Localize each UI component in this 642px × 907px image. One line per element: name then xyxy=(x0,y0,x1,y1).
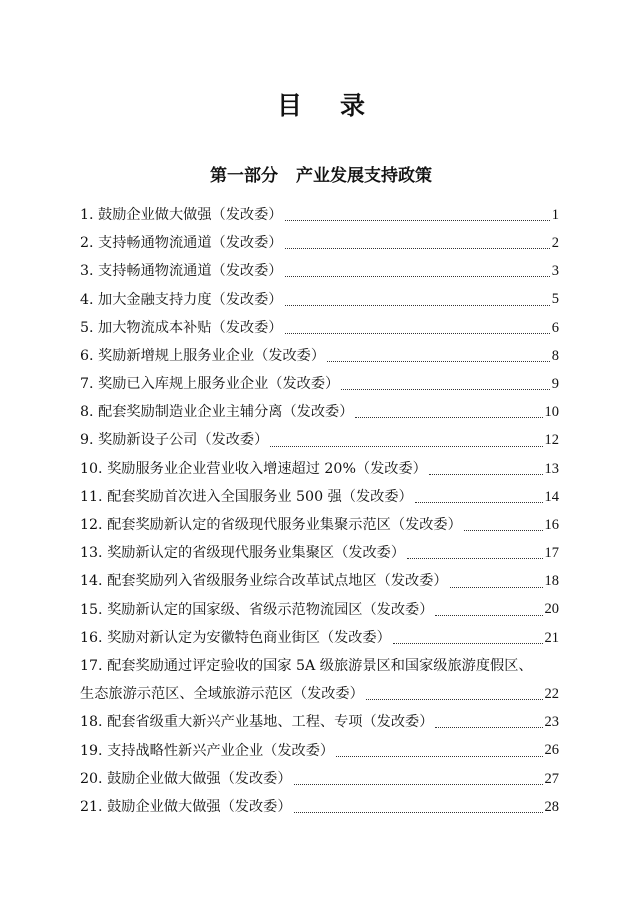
toc-entry-page-number: 27 xyxy=(544,770,559,787)
page-title xyxy=(0,86,642,122)
toc-entry-label: 17. 配套奖励通过评定验收的国家 5A 级旅游景区和国家级旅游度假区、 xyxy=(80,657,533,674)
dot-leader xyxy=(285,219,550,221)
dot-leader xyxy=(366,698,543,700)
toc-entry-page-number: 3 xyxy=(551,263,559,280)
toc-entry-page-number: 6 xyxy=(551,319,559,336)
toc-entry-label: 20. 鼓励企业做大做强（发改委） xyxy=(80,770,292,787)
toc-entry-label: 7. 奖励已入库规上服务业企业（发改委） xyxy=(80,376,340,393)
table-of-contents xyxy=(80,201,559,821)
toc-entry-page-number: 16 xyxy=(544,516,559,533)
toc-entry-label: 21. 鼓励企业做大做强（发改委） xyxy=(80,798,292,815)
toc-entry-label: 10. 奖励服务业企业营业收入增速超过 20%（发改委） xyxy=(80,460,427,477)
dot-leader xyxy=(294,783,543,785)
dot-leader xyxy=(270,445,542,447)
toc-entry[interactable] xyxy=(80,229,559,257)
dot-leader xyxy=(415,501,543,503)
toc-entry-page-number: 17 xyxy=(544,545,559,562)
section-heading xyxy=(0,161,642,186)
toc-entry[interactable] xyxy=(80,257,559,285)
toc-entry-page-number: 21 xyxy=(544,629,559,646)
toc-entry-page-number: 10 xyxy=(544,404,559,421)
toc-entry-label: 16. 奖励对新认定为安徽特色商业街区（发改委） xyxy=(80,629,391,646)
toc-entry[interactable] xyxy=(80,314,559,342)
toc-entry-label: 12. 配套奖励新认定的省级现代服务业集聚示范区（发改委） xyxy=(80,517,462,534)
toc-entry[interactable] xyxy=(80,455,559,483)
toc-entry-page-number: 28 xyxy=(544,798,559,815)
toc-entry-page-number: 20 xyxy=(544,601,559,618)
toc-entry[interactable] xyxy=(80,370,559,398)
toc-entry-label: 5. 加大物流成本补贴（发改委） xyxy=(80,319,283,336)
toc-entry-label: 3. 支持畅通物流通道（发改委） xyxy=(80,263,283,280)
title-char: 目 xyxy=(276,91,302,120)
toc-entry-page-number: 8 xyxy=(551,347,559,364)
toc-entry-page-number: 18 xyxy=(544,573,559,590)
toc-entry[interactable] xyxy=(80,765,559,793)
toc-entry[interactable] xyxy=(80,427,559,455)
toc-entry-label: 2. 支持畅通物流通道（发改委） xyxy=(80,235,283,252)
dot-leader xyxy=(285,304,550,306)
dot-leader xyxy=(336,755,542,757)
dot-leader xyxy=(435,614,542,616)
toc-entry[interactable] xyxy=(80,483,559,511)
dot-leader xyxy=(435,726,542,728)
toc-entry-page-number: 9 xyxy=(551,375,559,392)
toc-entry-label: 11. 配套奖励首次进入全国服务业 500 强（发改委） xyxy=(80,488,413,505)
toc-entry[interactable] xyxy=(80,567,559,595)
toc-entry[interactable] xyxy=(80,398,559,426)
toc-entry-page-number: 2 xyxy=(551,235,559,252)
dot-leader xyxy=(393,642,543,644)
dot-leader xyxy=(285,247,550,249)
dot-leader xyxy=(285,275,550,277)
section-name: 产业发展支持政策 xyxy=(296,166,432,186)
toc-entry[interactable] xyxy=(80,652,559,680)
title-char: 录 xyxy=(340,91,366,120)
toc-entry-label: 15. 奖励新认定的国家级、省级示范物流园区（发改委） xyxy=(80,601,434,618)
toc-entry[interactable] xyxy=(80,511,559,539)
dot-leader xyxy=(285,332,550,334)
toc-entry-label: 6. 奖励新增规上服务业企业（发改委） xyxy=(80,347,326,364)
toc-entry-label: 9. 奖励新设子公司（发改委） xyxy=(80,432,269,449)
toc-entry-label: 8. 配套奖励制造业企业主辅分离（发改委） xyxy=(80,404,354,421)
toc-entry-label: 生态旅游示范区、全域旅游示范区（发改委） xyxy=(80,686,364,703)
dot-leader xyxy=(327,360,550,362)
dot-leader xyxy=(407,557,542,559)
toc-entry-label: 13. 奖励新认定的省级现代服务业集聚区（发改委） xyxy=(80,545,406,562)
toc-entry[interactable] xyxy=(80,737,559,765)
toc-entry[interactable] xyxy=(80,342,559,370)
dot-leader xyxy=(341,388,550,390)
toc-entry-label: 19. 支持战略性新兴产业企业（发改委） xyxy=(80,742,335,759)
dot-leader xyxy=(464,529,543,531)
toc-entry[interactable] xyxy=(80,286,559,314)
toc-entry[interactable] xyxy=(80,539,559,567)
section-part: 第一部分 xyxy=(210,166,278,186)
toc-entry-label: 1. 鼓励企业做大做强（发改委） xyxy=(80,206,283,223)
toc-entry-page-number: 12 xyxy=(544,432,559,449)
toc-entry[interactable] xyxy=(80,708,559,736)
toc-entry[interactable] xyxy=(80,596,559,624)
toc-entry-label: 18. 配套省级重大新兴产业基地、工程、专项（发改委） xyxy=(80,714,434,731)
dot-leader xyxy=(294,811,543,813)
dot-leader xyxy=(429,473,543,475)
toc-entry[interactable] xyxy=(80,793,559,821)
toc-entry-label: 4. 加大金融支持力度（发改委） xyxy=(80,291,283,308)
toc-entry-page-number: 23 xyxy=(544,714,559,731)
toc-entry-label: 14. 配套奖励列入省级服务业综合改革试点地区（发改委） xyxy=(80,573,448,590)
toc-entry-page-number: 22 xyxy=(544,686,559,703)
toc-entry-page-number: 14 xyxy=(544,488,559,505)
toc-entry-page-number: 1 xyxy=(551,206,559,223)
toc-entry-page-number: 13 xyxy=(544,460,559,477)
dot-leader xyxy=(450,586,543,588)
toc-entry[interactable] xyxy=(80,201,559,229)
toc-entry-page-number: 5 xyxy=(551,291,559,308)
dot-leader xyxy=(355,416,542,418)
toc-entry[interactable] xyxy=(80,680,559,708)
toc-entry[interactable] xyxy=(80,624,559,652)
toc-entry-page-number: 26 xyxy=(544,742,559,759)
